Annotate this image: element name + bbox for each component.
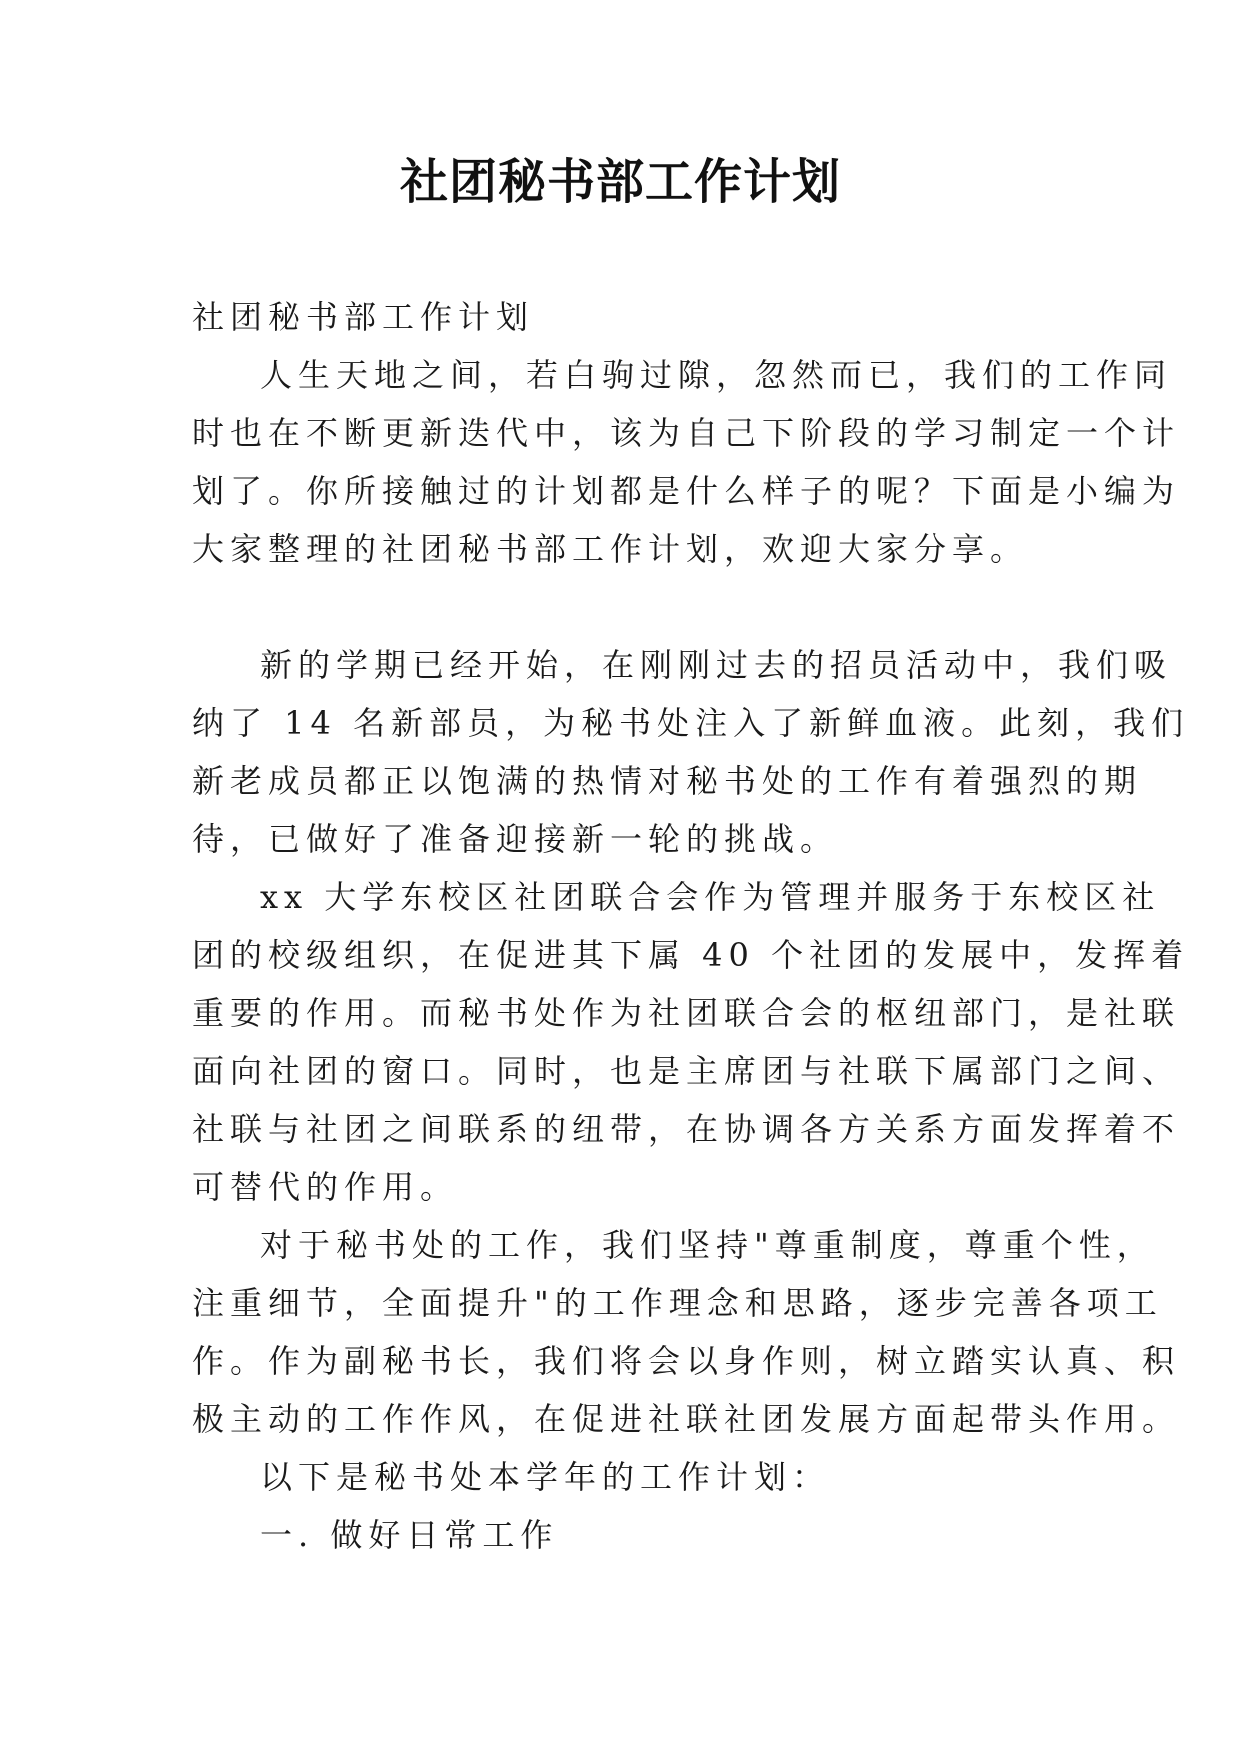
document-title: 社团秘书部工作计划 xyxy=(399,154,841,210)
section-heading-daily-work xyxy=(192,1506,1072,1564)
text-line: 社联与社团之间联系的纽带，在协调各方关系方面发挥着不 xyxy=(192,1110,1181,1148)
text-line: 面向社团的窗口。同时，也是主席团与社联下属部门之间、 xyxy=(192,1052,1181,1090)
text-line: 作。作为副秘书长，我们将会以身作则，树立踏实认真、积 xyxy=(192,1342,1181,1380)
text-line: 团的校级组织，在促进其下属 40 个社团的发展中，发挥着 xyxy=(192,936,1190,974)
paragraph-intro xyxy=(192,346,1181,578)
text-line: 以下是秘书处本学年的工作计划： xyxy=(260,1458,831,1496)
text-line: 极主动的工作作风，在促进社联社团发展方面起带头作用。 xyxy=(192,1400,1181,1438)
text-line: 对于秘书处的工作，我们坚持"尊重制度，尊重个性， xyxy=(260,1226,1155,1264)
paragraph-work-principles xyxy=(192,1216,1181,1448)
text-line: 新的学期已经开始，在刚刚过去的招员活动中，我们吸 xyxy=(260,646,1173,684)
document-body xyxy=(192,288,1190,1564)
text-line: 大家整理的社团秘书部工作计划，欢迎大家分享。 xyxy=(192,530,1029,568)
text-line: 新老成员都正以饱满的热情对秘书处的工作有着强烈的期 xyxy=(192,762,1143,800)
paragraph-subtitle xyxy=(192,288,1072,346)
text-line: 社团秘书部工作计划 xyxy=(192,298,535,336)
text-line: 人生天地之间，若白驹过隙，忽然而已，我们的工作同 xyxy=(260,356,1173,394)
paragraph-gap xyxy=(192,578,1072,636)
paragraph-new-semester xyxy=(192,636,1190,868)
text-line: xx 大学东校区社团联合会作为管理并服务于东校区社 xyxy=(260,878,1161,916)
text-line: 时也在不断更新迭代中，该为自己下阶段的学习制定一个计 xyxy=(192,414,1181,452)
text-line: 纳了 14 名新部员，为秘书处注入了新鲜血液。此刻，我们 xyxy=(192,704,1190,742)
text-line: 注重细节，全面提升"的工作理念和思路，逐步完善各项工 xyxy=(192,1284,1163,1322)
text-line: 划了。你所接触过的计划都是什么样子的呢？下面是小编为 xyxy=(192,472,1181,510)
text-line: 待，已做好了准备迎接新一轮的挑战。 xyxy=(192,820,839,858)
text-line: 可替代的作用。 xyxy=(192,1168,459,1206)
paragraph-plan-intro xyxy=(192,1448,1072,1506)
text-line: 一. 做好日常工作 xyxy=(260,1516,559,1554)
paragraph-union-role xyxy=(192,868,1190,1216)
text-line: 重要的作用。而秘书处作为社团联合会的枢纽部门，是社联 xyxy=(192,994,1181,1032)
